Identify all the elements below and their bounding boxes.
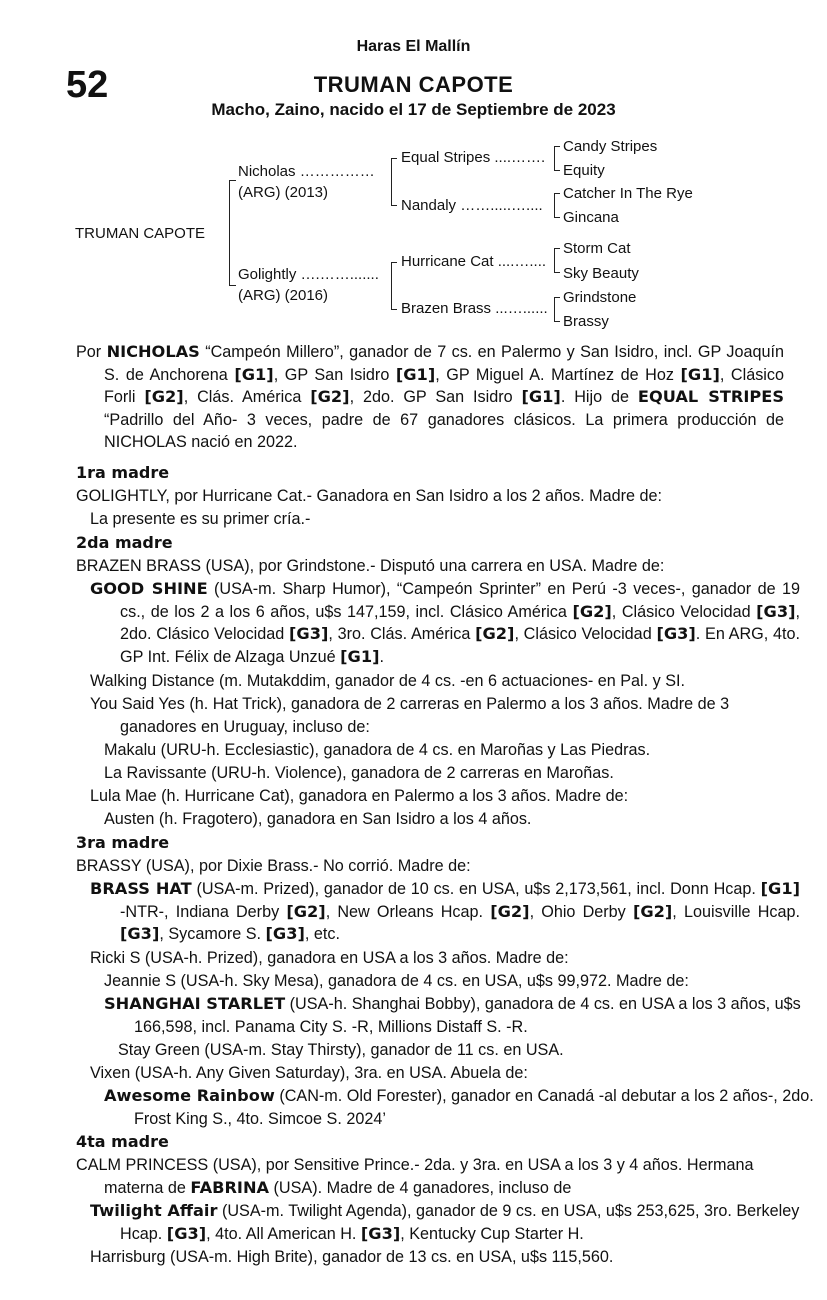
ggp-gincana: Gincana — [563, 209, 619, 226]
entry-makalu: Makalu (URU-h. Ecclesiastic), ganadora de 4 cs. en Maroñas y Las Piedras. — [104, 741, 651, 759]
grade-badge: [G1] — [760, 879, 800, 898]
grandsire-name-bold: EQUAL STRIPES — [637, 387, 784, 406]
text: (USA-m. Prized), ganador de 10 cs. en USA, u$s 2,173,561, incl. Donn Hcap. — [191, 880, 761, 898]
text: (USA-m. Twilight Agenda), ganador de 9 cs. en USA, u$s 253,625, 3ro. Berkeley Hcap. — [120, 1202, 800, 1243]
entry-brass-hat — [76, 878, 800, 946]
bracket-line — [554, 193, 555, 218]
entry-harrisburg: Harrisburg (USA-m. High Brite), ganador de 13 cs. en USA, u$s 115,560. — [90, 1248, 614, 1266]
text: , Clásico Forli — [104, 365, 784, 406]
ggp-storm-cat: Storm Cat — [563, 240, 631, 257]
pedigree-sire-sire — [401, 149, 545, 166]
grade-badge: [G1] — [340, 646, 380, 666]
grade-badge: [G3] — [120, 924, 160, 943]
leader-dots: …….....….... — [460, 197, 543, 214]
grade-badge: [G2] — [475, 624, 515, 643]
bracket-line — [391, 262, 397, 263]
bracket-line — [554, 272, 560, 273]
text: , Clásico Velocidad — [611, 602, 757, 621]
dam-sire-name: Hurricane Cat — [401, 253, 494, 270]
bracket-line — [554, 248, 555, 273]
grade-badge: [G1] — [395, 364, 436, 384]
grade-badge: [G3] — [756, 601, 796, 621]
grade-badge: [G1] — [680, 364, 720, 384]
dam-dam-name: Brazen Brass — [401, 300, 492, 317]
horse-name: TRUMAN CAPOTE — [313, 72, 514, 97]
produce-name-bold: GOOD SHINE — [90, 579, 208, 598]
grade-badge: [G2] — [310, 387, 350, 406]
pedigree-sire-dam — [401, 197, 543, 214]
dam1-note: La presente es su primer cría.- — [90, 510, 311, 528]
bracket-line — [554, 248, 560, 249]
text: , 2do. GP San Isidro — [349, 388, 522, 406]
bracket-line — [391, 158, 392, 206]
text: , Louisville Hcap. — [672, 902, 800, 921]
bracket-line — [554, 297, 555, 322]
entry-la-ravissante: La Ravissante (URU-h. Violence), ganadora de 2 carreras en Maroñas. — [104, 764, 614, 782]
text: , Clás. América — [183, 388, 311, 406]
text: , GP Miguel A. Martínez de Hoz — [435, 365, 681, 384]
bracket-line — [554, 321, 560, 322]
pedigree-subject: TRUMAN CAPOTE — [75, 225, 206, 242]
ggp-grindstone: Grindstone — [563, 289, 637, 306]
grade-badge: [G1] — [521, 387, 561, 406]
sire-name: Nicholas — [238, 163, 296, 180]
entry-ricki-s: Ricki S (USA-h. Prized), ganadora en USA a los 3 años. Madre de: — [90, 949, 569, 967]
produce-name-bold: Twilight Affair — [90, 1201, 218, 1220]
entry-walking-distance: Walking Distance (m. Mutakddim, ganador de 4 cs. -en 6 actuaciones- en Pal. y SI. — [90, 672, 686, 690]
bracket-line — [229, 285, 236, 286]
text: , Sycamore S. — [159, 925, 266, 943]
grade-badge: [G2] — [490, 901, 530, 921]
ggp-equity: Equity — [563, 162, 605, 179]
leader-dots: ….……....... — [300, 266, 379, 283]
section-heading-dam1: 1ra madre — [76, 463, 170, 482]
pedigree-sire — [238, 163, 375, 180]
grade-badge: [G3] — [360, 1223, 401, 1243]
text: , Clásico Velocidad — [514, 625, 657, 643]
text: “Padrillo del Año- 3 veces, padre de 67 ganadores clásicos. La primera producción de NICHOLAS nació en 2022. — [104, 410, 784, 451]
ggp-candy-stripes: Candy Stripes — [563, 138, 658, 155]
text: . Hijo de — [560, 388, 638, 406]
bracket-line — [554, 193, 560, 194]
bracket-line — [391, 205, 397, 206]
text: (USA-m. Sharp Humor), “Campeón Sprinter” en Perú -3 veces-, ganador de 19 cs., de los 2 a los 6 años, u$s 147,159, incl. Clásico América — [120, 580, 800, 621]
bracket-line — [391, 158, 397, 159]
lot-number: 52 — [66, 64, 109, 106]
entry-good-shine — [76, 578, 800, 668]
entry-shanghai-starlet — [76, 993, 814, 1038]
dam-detail: (ARG) (2016) — [238, 287, 329, 304]
entry-jeannie-s: Jeannie S (USA-h. Sky Mesa), ganadora de 4 cs. en USA, u$s 99,972. Madre de: — [104, 972, 689, 990]
text: , 2do. Clásico Velocidad — [120, 602, 801, 643]
section-heading-dam4: 4ta madre — [76, 1132, 169, 1151]
text: , New Orleans Hcap. — [325, 902, 491, 921]
grade-badge: [G2] — [632, 901, 673, 921]
grade-badge: [G2] — [286, 901, 326, 921]
text: Por — [76, 343, 107, 361]
entry-vixen: Vixen (USA-h. Any Given Saturday), 3ra. en USA. Abuela de: — [90, 1064, 528, 1082]
text: , 3ro. Clás. América — [328, 625, 476, 643]
entry-lula-mae: Lula Mae (h. Hurricane Cat), ganadora en Palermo a los 3 años. Madre de: — [90, 787, 629, 805]
entry-austen: Austen (h. Fragotero), ganadora en San Isidro a los 4 años. — [104, 810, 532, 828]
relative-name-bold: FABRINA — [190, 1177, 270, 1197]
section-heading-dam3: 3ra madre — [76, 833, 170, 852]
text: “Campeón Millero”, ganador de 7 cs. en Palermo y San Isidro, incl. GP Joaquín S. de Anchorena — [104, 343, 784, 384]
dam-name: Golightly — [238, 266, 297, 283]
grade-badge: [G3] — [166, 1223, 207, 1243]
text: -NTR-, Indiana Derby — [120, 902, 287, 921]
bracket-line — [554, 146, 560, 147]
produce-name-bold: BRASS HAT — [90, 879, 192, 898]
sire-detail: (ARG) (2013) — [238, 184, 329, 201]
leader-dots: ...…...... — [495, 300, 548, 317]
leader-dots: …………… — [299, 163, 375, 180]
text: (CAN-m. Old Forester), ganador en Canadá -al debutar a los 2 años-, 2do. Frost King S., 4to. Simcoe S. 2024’ — [134, 1087, 814, 1128]
grade-badge: [G2] — [144, 387, 184, 406]
bracket-line — [554, 170, 560, 171]
bracket-line — [554, 146, 555, 171]
bracket-line — [554, 217, 560, 218]
entry-awesome-rainbow — [76, 1085, 814, 1130]
dam3-intro: BRASSY (USA), por Dixie Brass.- No corrió. Madre de: — [76, 857, 471, 875]
text: , GP San Isidro — [273, 365, 396, 384]
bracket-line — [554, 297, 560, 298]
entry-twilight-affair — [76, 1200, 800, 1245]
produce-name-bold: Awesome Rainbow — [104, 1086, 275, 1105]
bracket-line — [391, 309, 397, 310]
dam2-intro: BRAZEN BRASS (USA), por Grindstone.- Disputó una carrera en USA. Madre de: — [76, 557, 665, 575]
bracket-line — [229, 180, 230, 286]
grade-badge: [G3] — [656, 624, 696, 643]
text: (USA). Madre de 4 ganadores, incluso de — [269, 1178, 572, 1197]
dam4-intro — [76, 1154, 784, 1199]
ggp-brassy: Brassy — [563, 313, 609, 330]
pedigree-dam-sire — [401, 253, 546, 270]
sire-dam-name: Nandaly — [401, 197, 457, 214]
ggp-catcher-in-the-rye: Catcher In The Rye — [563, 185, 693, 202]
dam1-intro: GOLIGHTLY, por Hurricane Cat.- Ganadora en San Isidro a los 2 años. Madre de: — [76, 487, 663, 505]
text: (USA-h. Shanghai Bobby), ganadora de 4 cs. en USA a los 3 años, u$s 166,598, incl. Panama City S. -R, Millions Distaff S. -R. — [134, 995, 801, 1036]
grade-badge: [G2] — [572, 601, 612, 621]
sire-paragraph — [76, 341, 784, 454]
ggp-sky-beauty: Sky Beauty — [563, 265, 639, 282]
text: . — [379, 647, 385, 666]
grade-badge: [G3] — [265, 924, 305, 943]
horse-description: Macho, Zaino, nacido el 17 de Septiembre de 2023 — [211, 100, 616, 119]
text: CALM PRINCESS (USA), por Sensitive Prince.- 2da. y 3ra. en USA a los 3 y 4 años. Hermana materna de — [76, 1156, 754, 1197]
sire-sire-name: Equal Stripes — [401, 149, 491, 166]
breeder-name: Haras El Mallín — [356, 38, 471, 55]
grade-badge: [G3] — [289, 624, 329, 643]
grade-badge: [G1] — [234, 364, 274, 384]
entry-stay-green: Stay Green (USA-m. Stay Thirsty), ganador de 11 cs. en USA. — [118, 1041, 564, 1059]
section-heading-dam2: 2da madre — [76, 533, 173, 552]
entry-you-said-yes: You Said Yes (h. Hat Trick), ganadora de 2 carreras en Palermo a los 3 años. Madre de 3 ganadores en Uruguay, incluso de: — [90, 695, 730, 736]
text: , etc. — [304, 925, 340, 943]
text: , 4to. All American H. — [206, 1224, 361, 1243]
sire-name-bold: NICHOLAS — [106, 342, 200, 361]
bracket-line — [229, 180, 236, 181]
produce-name-bold: SHANGHAI STARLET — [104, 994, 286, 1013]
text: . En ARG, 4to. GP Int. Félix de Alzaga Unzué — [120, 625, 800, 666]
text: , Kentucky Cup Starter H. — [400, 1224, 584, 1243]
bracket-line — [391, 262, 392, 310]
leader-dots: ....……. — [494, 149, 546, 166]
text: , Ohio Derby — [529, 902, 633, 921]
pedigree-dam — [238, 266, 379, 283]
pedigree-dam-dam — [401, 300, 548, 317]
leader-dots: ....….... — [497, 253, 547, 270]
